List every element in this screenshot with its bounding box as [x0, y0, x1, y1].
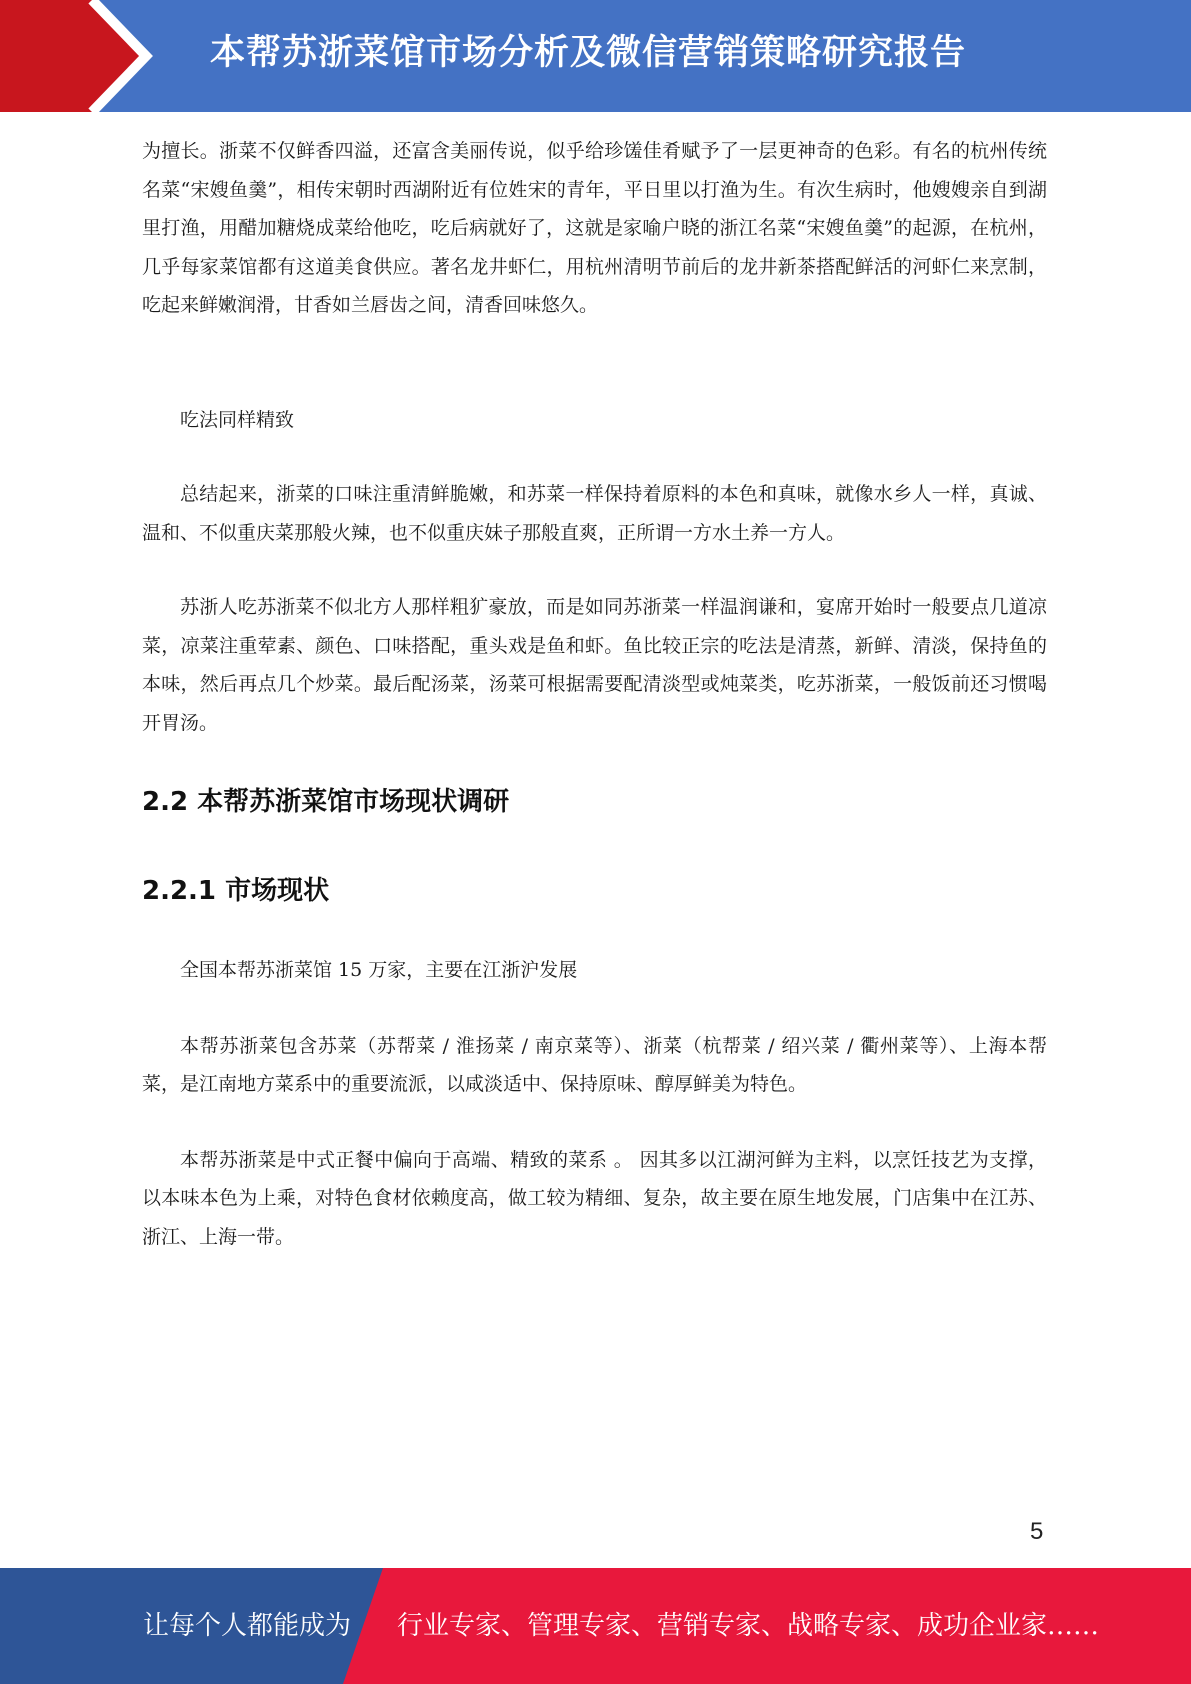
paragraph-intro: 为擅长。浙菜不仅鲜香四溢，还富含美丽传说，似乎给珍馐佳肴赋予了一层更神奇的色彩。有名的杭州传统名菜“宋嫂鱼羹”，相传宋朝时西湖附近有位姓宋的青年，平日里以打渔为生。有次生病时，他嫂嫂亲自到湖里打渔，用醋加糖烧成菜给他吃，吃后病就好了，这就是家喻户晓的浙江名菜“宋嫂鱼羹”的起源，在杭州，几乎每家菜馆都有这道美食供应。著名龙井虾仁，用杭州清明节前后的龙井新茶搭配鲜活的河虾仁来烹制，吃起来鲜嫩润滑，甘香如兰唇齿之间，清香回味悠久。 [142, 140, 1047, 316]
paragraph-summary: 总结起来，浙菜的口味注重清鲜脆嫩，和苏菜一样保持着原料的本色和真味，就像水乡人一样，真诚、温和、不似重庆菜那般火辣，也不似重庆妹子那般直爽，正所谓一方水土养一方人。 [142, 483, 1047, 544]
header-banner [0, 0, 1191, 112]
header-red-chevron [0, 0, 146, 112]
page-content [142, 132, 1047, 1256]
page-number: 5 [1030, 1518, 1044, 1545]
footer-slogan-left: 让每个人都能成为 [143, 1611, 352, 1641]
paragraph-dining: 苏浙人吃苏浙菜不似北方人那样粗犷豪放，而是如同苏浙菜一样温润谦和，宴席开始时一般要点几道凉菜，凉菜注重荤素、颜色、口味搭配，重头戏是鱼和虾。鱼比较正宗的吃法是清蒸，新鲜、清淡，保持鱼的本味，然后再点几个炒菜。最后配汤菜，汤菜可根据需要配清淡型或炖菜类，吃苏浙菜，一般饭前还习惯喝开胃汤。 [142, 596, 1047, 734]
paragraph-market-count: 全国本帮苏浙菜馆 15 万家，主要在江浙沪发展 [180, 959, 578, 981]
paragraph-market-positioning: 本帮苏浙菜是中式正餐中偏向于高端、精致的菜系 。 因其多以江湖河鲜为主料，以烹饪技艺为支撑，以本味本色为上乘，对特色食材依赖度高，做工较为精细、复杂，故主要在原生地发展，门店集中在江苏、浙江、上海一带。 [142, 1148, 1047, 1248]
footer-banner [0, 1568, 1191, 1684]
section-heading-2-2: 2.2 本帮苏浙菜馆市场现状调研 [142, 787, 510, 817]
section-heading-2-2-1: 2.2.1 市场现状 [142, 876, 330, 906]
header-title: 本帮苏浙菜馆市场分析及微信营销策略研究报告 [210, 33, 967, 73]
footer-slogan-right: 行业专家、管理专家、营销专家、战略专家、成功企业家…… [397, 1611, 1100, 1641]
paragraph-eating-style: 吃法同样精致 [180, 408, 295, 431]
paragraph-market-cuisines: 本帮苏浙菜包含苏菜（苏帮菜 / 淮扬菜 / 南京菜等）、浙菜（杭帮菜 / 绍兴菜 / 衢州菜等）、上海本帮菜，是江南地方菜系中的重要流派，以咸淡适中、保持原味、醇厚鲜美为特色。 [142, 1034, 1047, 1095]
header-chevron-decoration [0, 0, 200, 112]
